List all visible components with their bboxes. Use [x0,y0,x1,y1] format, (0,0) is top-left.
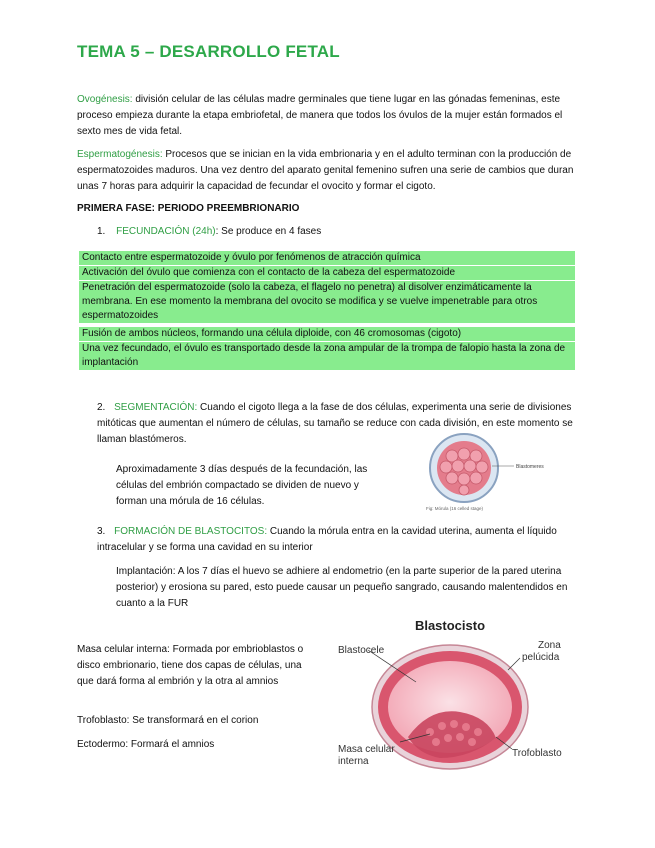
label-blastocele: Blastocele [338,645,385,656]
label-masa-celular: Masa celular [338,744,395,755]
fecundacion-num: 1. [97,226,106,237]
blastocitos-num: 3. [97,526,106,537]
espermatogenesis-term: Espermatogénesis: [77,149,163,160]
page-title: TEMA 5 – DESARROLLO FETAL [77,42,340,61]
ovogenesis-term: Ovogénesis: [77,94,133,105]
label-pelucida: pelúcida [522,652,560,663]
fecundacion-phases-table [79,251,575,371]
blastocitos-term: FORMACIÓN DE BLASTOCITOS: [114,526,268,537]
blastocisto-diagram [330,612,580,772]
fecundacion-heading [97,226,321,237]
ovogenesis-paragraph [77,92,582,140]
segmentacion-text2: Aproximadamente 3 días después de la fecundación, las células del embrión compactado se dividen de nuevo y forman una mórula de 16 células. [116,464,368,507]
phase-row: Una vez fecundado, el óvulo es transportado desde la zona ampular de la trompa de falopio hasta la zona de implantación [79,342,575,371]
blastocitos-section [97,524,577,556]
morula-caption: Fig: Mórula (16 celled stage) [426,506,484,511]
trofoblasto-text: Trofoblasto: Se transformará en el corion [77,715,259,726]
phase-row: Fusión de ambos núcleos, formando una célula diploide, con 46 cromosomas (cigoto) [79,327,575,342]
label-trofoblasto: Trofoblasto [512,748,562,759]
phase-row: Penetración del espermatozoide (solo la cabeza, el flagelo no penetra) al disolver enzimáticamente la membrana. En ese momento la membrana del ovocito se modifica y se vuelve impenetrable para otros espermatozoides [79,281,575,324]
fecundacion-text: : Se produce en 4 fases [215,226,322,237]
segmentacion-text: Cuando el cigoto llega a la fase de dos células, experimenta una serie de divisiones mitóticas que aumentan el número de células, su tamaño se reduce con cada división, en este momento se llaman blastómeros. [97,402,573,445]
blastomeres-label: Blastomeres [516,464,544,470]
diagram-title: Blastocisto [414,618,486,633]
ectodermo-text: Ectodermo: Formará el amnios [77,739,215,750]
espermatogenesis-text: Procesos que se inician en la vida embrionaria y en el adulto terminan con la producción de espermatozoides maduros. Una vez dentro del aparato genital femenino sufren una serie de cambios que duran unas 7 horas para adquirir la capacidad de fecundar el ovocito y formar el cigoto. [77,149,574,192]
blastocitos-text: Cuando la mórula entra en la cavidad uterina, aumenta el líquido intracelular y se forma una cavidad en su interior [97,526,557,553]
label-zona: Zona [538,640,561,651]
masa-celular-text: Masa celular interna: Formada por embrioblastos o disco embrionario, tiene dos capas de células, una que dará forma al embrión y la otra al amnios [77,644,304,687]
espermatogenesis-paragraph [77,147,582,195]
segmentacion-term: SEGMENTACIÓN: [114,402,198,413]
ovogenesis-text: división celular de las células madre germinales que tiene lugar en las gónadas femeninas, este proceso empieza durante la etapa embriofetal, de manera que todos los óvulos de la mujer están formados el sexto mes de vida fetal. [77,94,563,137]
fecundacion-term: FECUNDACIÓN (24h) [116,226,216,237]
segmentacion-num: 2. [97,402,106,413]
morula-figure [418,432,588,514]
phase-row: Contacto entre espermatozoide y óvulo por fenómenos de atracción química [79,251,575,266]
phase-row: Activación del óvulo que comienza con el contacto de la cabeza del espermatozoide [79,266,575,281]
implantacion-text: Implantación: A los 7 días el huevo se adhiere al endometrio (en la parte superior de la pared uterina posterior) y erosiona su pared, esto puede causar un pequeño sangrado, causando malentendidos en cuanto a la FUR [116,566,568,609]
primera-fase-heading: PRIMERA FASE: PERIODO PREEMBRIONARIO [77,203,300,214]
label-interna: interna [338,756,369,767]
